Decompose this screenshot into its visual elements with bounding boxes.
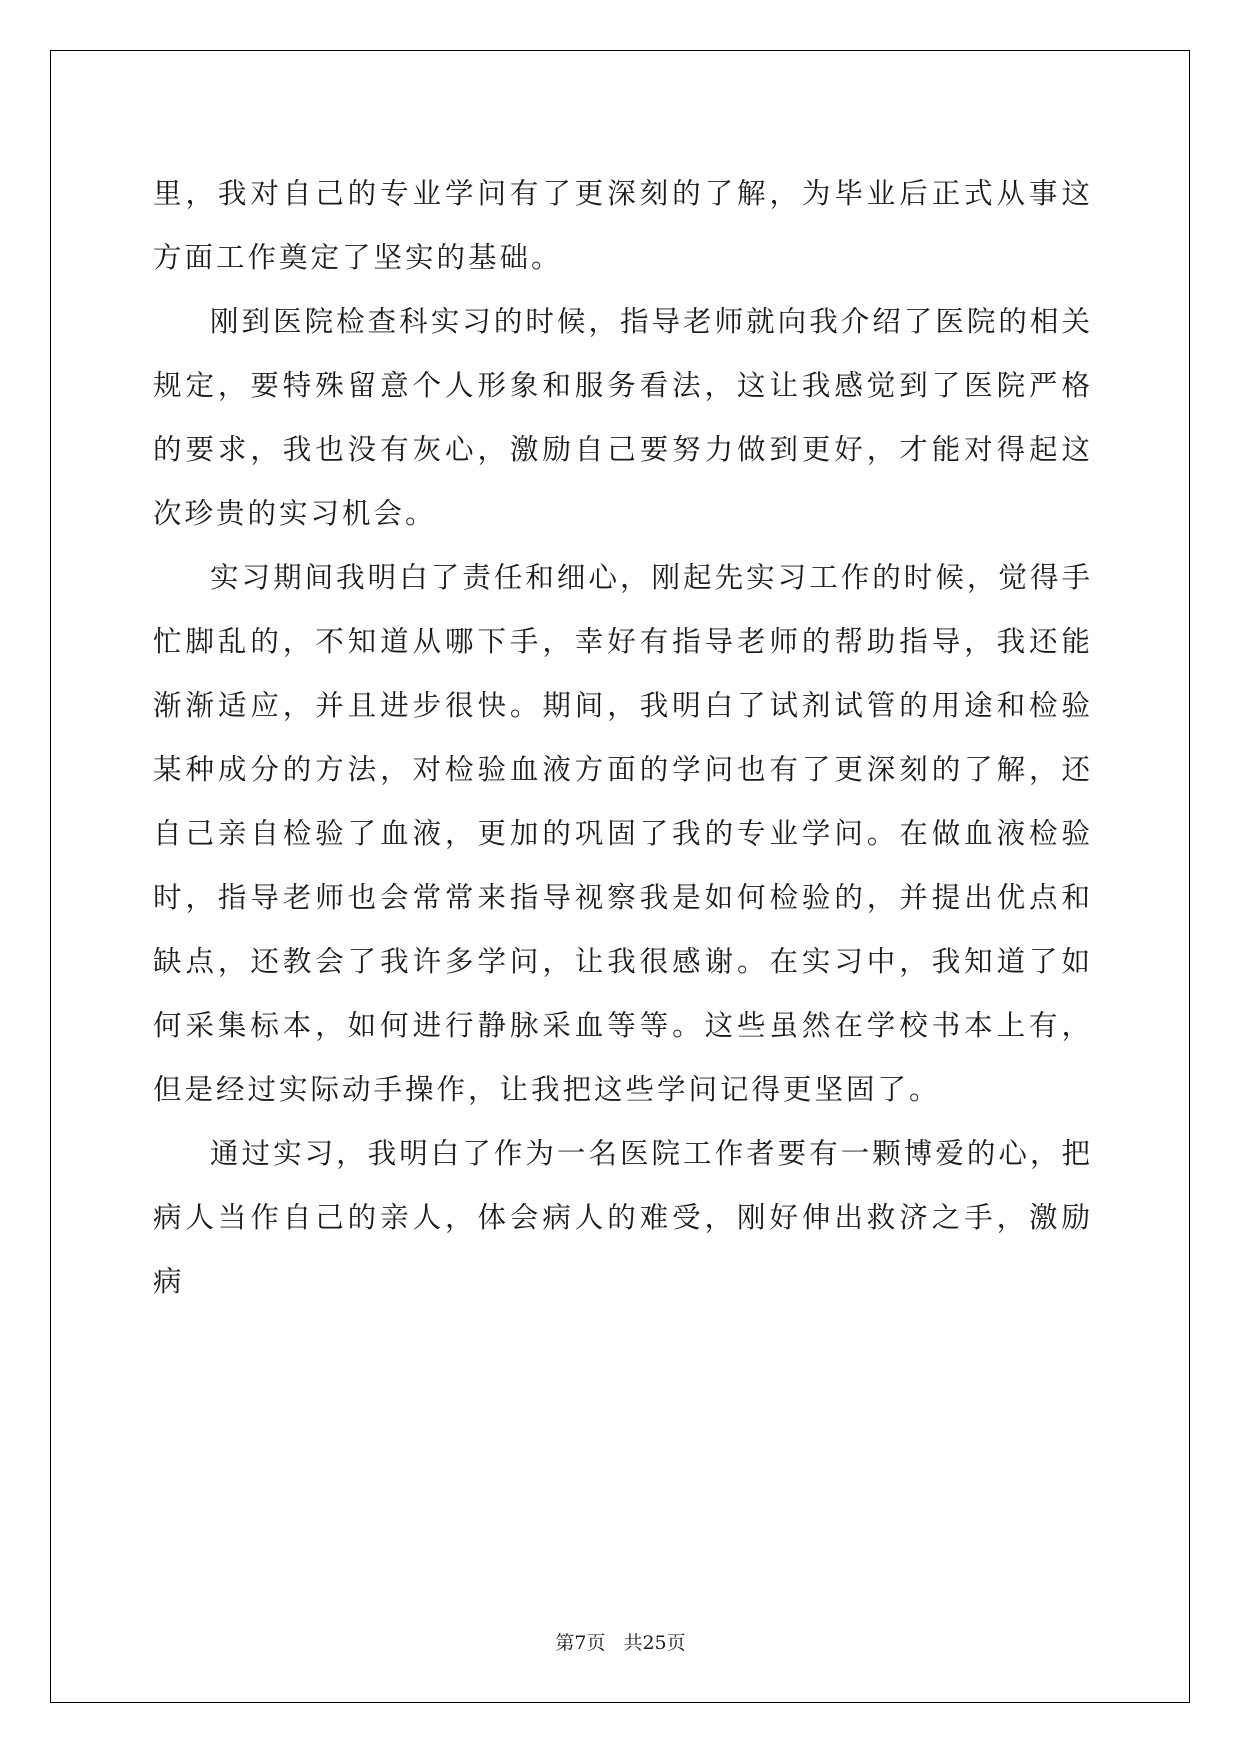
- paragraph-2: 刚到医院检查科实习的时候，指导老师就向我介绍了医院的相关规定，要特殊留意个人形象和服务看法，这让我感觉到了医院严格的要求，我也没有灰心，激励自己要努力做到更好，才能对得起这次珍贵的实习机会。: [153, 305, 1093, 530]
- paragraph-3: 实习期间我明白了责任和细心，刚起先实习工作的时候，觉得手忙脚乱的，不知道从哪下手，幸好有指导老师的帮助指导，我还能渐渐适应，并且进步很快。期间，我明白了试剂试管的用途和检验某种成分的方法，对检验血液方面的学问也有了更深刻的了解，还自己亲自检验了血液，更加的巩固了我的专业学问。在做血液检验时，指导老师也会常常来指导视察我是如何检验的，并提出优点和缺点，还教会了我许多学问，让我很感谢。在实习中，我知道了如何采集标本，如何进行静脉采血等等。这些虽然在学校书本上有，但是经过实际动手操作，让我把这些学问记得更坚固了。: [153, 561, 1093, 1106]
- page-total: 共25页: [623, 1632, 686, 1654]
- page-footer: [0, 1628, 1241, 1655]
- paragraph-1: 里，我对自己的专业学问有了更深刻的了解，为毕业后正式从事这方面工作奠定了坚实的基础。: [153, 177, 1093, 274]
- paragraph-4: 通过实习，我明白了作为一名医院工作者要有一颗博爱的心，把病人当作自己的亲人，体会病人的难受，刚好伸出救济之手，激励病: [153, 1137, 1093, 1298]
- page-number: 第7页: [555, 1632, 606, 1654]
- document-body: [153, 162, 1093, 1314]
